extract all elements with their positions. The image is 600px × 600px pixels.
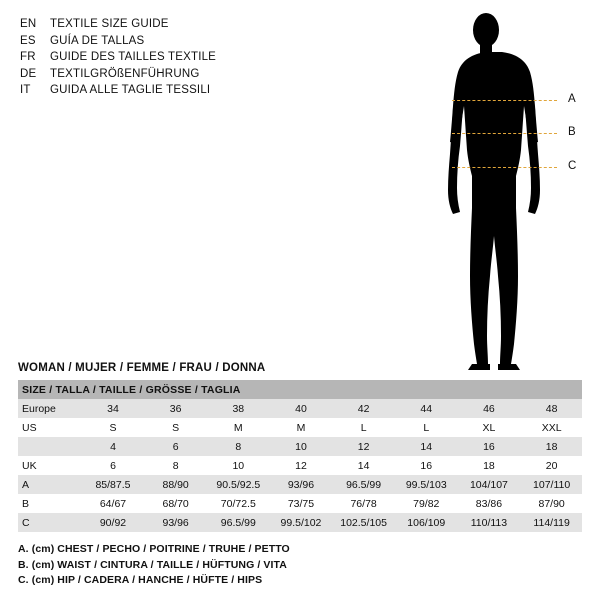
cell: 70/72.5 [206,494,269,513]
legend-row-a: A. (cm) CHEST / PECHO / POITRINE / TRUHE / PETTO [18,543,290,555]
language-row-de [20,66,320,83]
language-code: ES [20,34,36,47]
cell: M [269,418,332,437]
cell: 87/90 [519,494,582,513]
guide-line-a [452,100,557,101]
cell: 8 [143,456,206,475]
cell: 110/113 [457,513,520,532]
cell: 93/96 [269,475,332,494]
row-label: UK [18,456,81,475]
cell: M [206,418,269,437]
cell: 10 [269,437,332,456]
cell: L [394,418,457,437]
cell: 38 [206,399,269,418]
cell: 46 [457,399,520,418]
table-header-row [18,380,582,399]
language-title: GUIDA ALLE TAGLIE TESSILI [50,84,211,96]
female-silhouette-icon [410,8,590,373]
cell: 6 [143,437,206,456]
row-label: Europe [18,399,81,418]
cell: 18 [519,437,582,456]
row-label: B [18,494,81,513]
language-code: IT [20,84,31,96]
size-table-wrapper [18,380,582,532]
cell: 16 [394,456,457,475]
guide-label-a: A [568,93,576,105]
cell: 106/109 [394,513,457,532]
cell: 12 [331,437,394,456]
row-label: A [18,475,81,494]
guide-line-c [452,167,557,168]
legend-row-b: B. (cm) WAIST / CINTURA / TAILLE / HÜFTUNG / VITA [18,558,287,571]
cell: 107/110 [519,475,582,494]
language-row-es [20,33,320,50]
cell: 14 [331,456,394,475]
language-code: EN [20,18,37,30]
cell: 90/92 [81,513,144,532]
language-title: TEXTILE SIZE GUIDE [50,18,169,30]
cell: 73/75 [269,494,332,513]
table-row [18,456,582,475]
cell: 48 [519,399,582,418]
language-title: GUIDE DES TAILLES TEXTILE [50,51,217,63]
table-row [18,494,582,513]
language-code: FR [20,51,36,63]
cell: 10 [206,456,269,475]
cell: 12 [269,456,332,475]
cell: 8 [206,437,269,456]
cell: 6 [81,456,144,475]
cell: 34 [81,399,144,418]
table-row [18,418,582,437]
row-label: C [18,513,81,532]
cell: XL [457,418,520,437]
language-row-en [20,16,320,33]
cell: 79/82 [394,494,457,513]
language-row-fr [20,49,320,66]
cell: 102.5/105 [331,513,394,532]
cell: 42 [331,399,394,418]
cell: 114/119 [519,513,582,532]
cell: 96.5/99 [206,513,269,532]
cell: L [331,418,394,437]
table-row [18,513,582,532]
cell: 18 [457,456,520,475]
cell: 90.5/92.5 [206,475,269,494]
measurement-legend [18,542,578,589]
guide-label-c: C [568,160,577,172]
cell: 14 [394,437,457,456]
cell: 99.5/103 [394,475,457,494]
language-title-list [20,16,320,99]
cell: 76/78 [331,494,394,513]
cell: 88/90 [143,475,206,494]
cell: XXL [519,418,582,437]
cell: 68/70 [143,494,206,513]
cell: 44 [394,399,457,418]
table-row [18,475,582,494]
table-row [18,437,582,456]
table-header-label: SIZE / TALLA / TAILLE / GRÖSSE / TAGLIA [18,380,582,399]
female-body-silhouette-illustration [410,8,590,373]
guide-line-b [452,133,557,134]
table-row [18,399,582,418]
cell: 40 [269,399,332,418]
cell: 99.5/102 [269,513,332,532]
language-title: TEXTILGRÖßENFÜHRUNG [50,67,200,80]
cell: 4 [81,437,144,456]
cell: 104/107 [457,475,520,494]
section-label-woman: WOMAN / MUJER / FEMME / FRAU / DONNA [18,362,266,374]
row-label: US [18,418,81,437]
language-row-it [20,82,320,99]
language-code: DE [20,67,37,80]
cell: 64/67 [81,494,144,513]
cell: 83/86 [457,494,520,513]
cell: 85/87.5 [81,475,144,494]
size-table [18,380,582,532]
row-label [18,437,81,456]
cell: 36 [143,399,206,418]
guide-label-b: B [568,126,576,138]
cell: 93/96 [143,513,206,532]
cell: 20 [519,456,582,475]
cell: S [143,418,206,437]
cell: 96.5/99 [331,475,394,494]
cell: 16 [457,437,520,456]
language-title: GUÍA DE TALLAS [50,34,145,47]
legend-row-c: C. (cm) HIP / CADERA / HANCHE / HÜFTE / HIPS [18,574,263,586]
cell: S [81,418,144,437]
